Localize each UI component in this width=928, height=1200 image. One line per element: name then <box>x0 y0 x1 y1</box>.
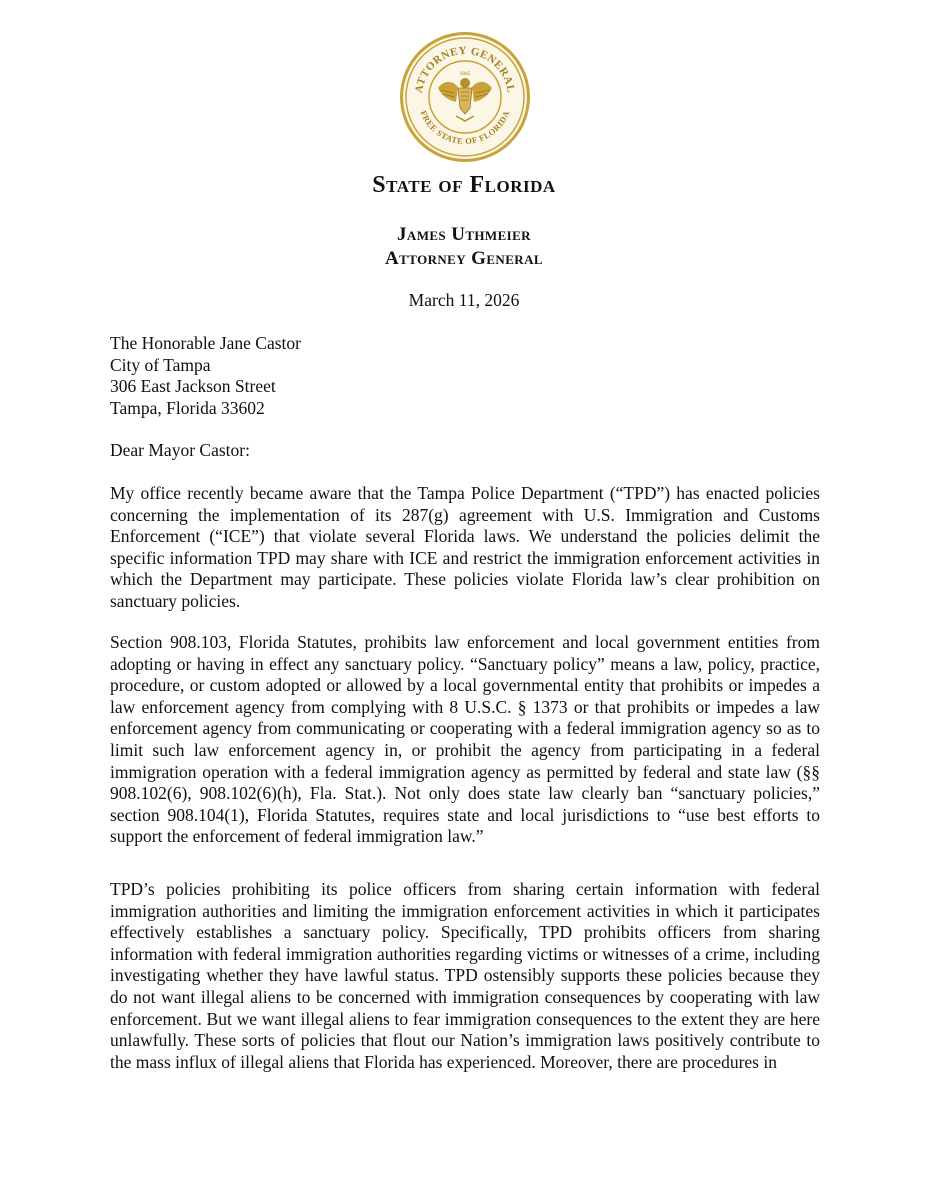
recipient-city: Tampa, Florida 33602 <box>110 397 265 418</box>
letter-date: March 11, 2026 <box>408 290 520 310</box>
recipient-organization: City of Tampa <box>110 354 211 375</box>
recipient-street: 306 East Jackson Street <box>110 376 276 397</box>
svg-text:FREE STATE OF FLORIDA: FREE STATE OF FLORIDA <box>418 108 512 147</box>
svg-text:1845: 1845 <box>459 71 471 77</box>
body-paragraph-2: Section 908.103, Florida Statutes, prohibits law enforcement and local government entities from adopting or having in effect any sanctuary policy. “Sanctuary policy” means a law, policy, practice, procedure, or custom adopted or allowed by a local governmental entity that prohibits or impedes a law enforcement agency from complying with 8 U.S.C. § 1373 or that prohibits or impedes a law enforcement agency from communicating or cooperating with a federal immigration agency so as to limit such law enforcement agency in, or prohibit the agency from participating in a federal immigration operation with a federal immigration agency as permitted by federal and state law (§§ 908.102(6), 908.102(6)(h), Fla. Stat.). Not only does state law clearly ban “sanctuary policies,” section 908.104(1), Florida Statutes, requires state and local jurisdictions to “use best efforts to support the enforcement of federal immigration law.” <box>110 632 820 847</box>
attorney-general-title: Attorney General <box>385 248 543 269</box>
state-heading: State of Florida <box>372 172 556 198</box>
recipient-name: The Honorable Jane Castor <box>110 333 301 353</box>
attorney-general-name: James Uthmeier <box>397 224 531 245</box>
salutation: Dear Mayor Castor: <box>110 440 250 460</box>
svg-text:ATTORNEY GENERAL: ATTORNEY GENERAL <box>413 44 517 94</box>
attorney-general-seal <box>398 30 532 164</box>
body-paragraph-3: TPD’s policies prohibiting its police officers from sharing certain information with federal immigration authorities and limiting the immigration enforcement activities in which it participates effectively establishes a sanctuary policy. Specifically, TPD prohibits officers from sharing information with federal immigration authorities regarding victims or witnesses of a crime, including investigating whether they have lawful status. TPD ostensibly supports these policies because they do not want illegal aliens to be concerned with immigration consequences by cooperating with law enforcement. But we want illegal aliens to fear immigration consequences to the extent they are here unlawfully. These sorts of policies that flout our Nation’s immigration laws positively contribute to the mass influx of illegal aliens that Florida has experienced. Moreover, there are procedures in <box>110 879 820 1072</box>
recipient-address <box>110 333 820 419</box>
body-paragraph-1: My office recently became aware that the Tampa Police Department (“TPD”) has enacted policies concerning the implementation of its 287(g) agreement with U.S. Immigration and Customs Enforcement (“ICE”) that violate several Florida laws. We understand the policies delimit the specific information TPD may share with ICE and restrict the immigration enforcement activities in which the Department may participate. These policies violate Florida law’s clear prohibition on sanctuary policies. <box>110 483 820 611</box>
